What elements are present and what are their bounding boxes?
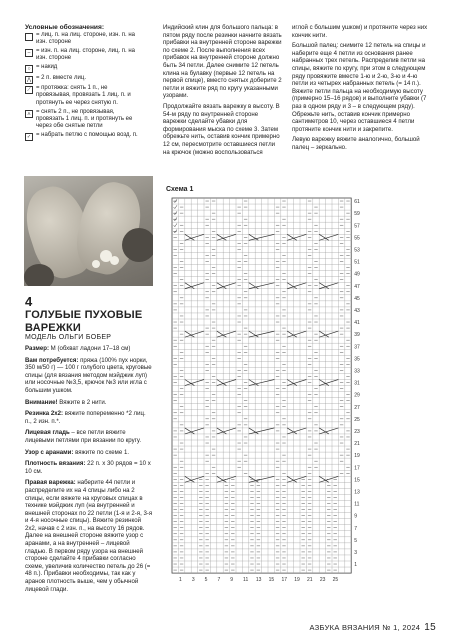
legend-item	[25, 48, 143, 63]
stitch-symbol-icon: ⟋	[25, 86, 33, 94]
paragraph-lead: Лицевая гладь	[25, 429, 70, 437]
instruction-paragraph: Продолжайте вязать варежку в высоту. В 54-м ряду по внутренней стороне варежки сделайте убавки для формирования мыска по схеме 3. Затем обрежьте нить, оставив кончик примерно 12 см, пересмотрите оставшиеся петли на крючок (можно воспользоваться	[163, 102, 280, 156]
chart-row-label: 19	[354, 453, 360, 460]
chart-row-label: 29	[354, 392, 360, 399]
chart-row-label: 33	[354, 368, 360, 375]
legend-text: = лиц. п. на лиц. стороне, изн. п. на изн. стороне	[36, 32, 135, 46]
chart-col-label: 5	[204, 577, 208, 584]
stitch-symbol-icon: –	[25, 49, 33, 57]
chart-row-label: 25	[354, 416, 360, 423]
chart-col-label: 3	[191, 577, 195, 584]
stitch-symbol-icon: ✓	[26, 133, 32, 140]
chart-row-label: 27	[354, 404, 360, 411]
instruction-paragraph: Индийский клин для большого пальца: в пятом ряду после резинки начните вязать прибавки на внутренней стороне варежки по схеме 2. После выполнения всех прибавок на внутренней стороне должно быть 34 петли. Далее снимите 12 петель клина на булавку (первые 12 петель на первой спице), вместо снятых доберите 2 петли и вяжите ряд по кругу указанными узорами.	[163, 24, 282, 100]
chart-col-label: 17	[281, 577, 288, 584]
chart-row-label: 13	[354, 489, 360, 496]
legend-item	[25, 64, 143, 73]
legend-list	[25, 32, 143, 141]
instructions-column-3	[292, 24, 432, 155]
chart-row-label: 51	[354, 259, 360, 266]
chart-col-label: 7	[217, 577, 221, 584]
chart-col-label: 1	[179, 577, 182, 584]
paragraph-text: 22 п. х 30 рядов = 10 х 10 см.	[25, 460, 151, 475]
chart-row-label: 43	[354, 308, 360, 315]
chart-row-label: 11	[354, 501, 360, 508]
legend-text: = изн. п. на лиц. стороне, лиц. п. на изн. стороне	[36, 48, 135, 62]
chart-row-label: 9	[354, 513, 357, 520]
chart-row-label: 35	[354, 356, 360, 363]
instruction-paragraph	[25, 399, 153, 407]
paragraph-text: вяжите по схеме 1.	[73, 448, 130, 456]
legend	[25, 24, 143, 142]
paragraph-lead: Правая варежка:	[25, 479, 76, 487]
chart-col-label: 25	[332, 577, 339, 584]
instruction-paragraph	[25, 345, 153, 353]
legend-heading: Условные обозначения:	[25, 24, 105, 31]
chart-row-label: 21	[354, 441, 360, 448]
stitch-symbol-icon	[25, 33, 33, 41]
instructions-column-2	[163, 24, 283, 159]
paragraph-lead: Внимание!	[25, 398, 58, 406]
chart-col-label: 11	[243, 577, 249, 584]
chart-row-label: 59	[354, 211, 360, 218]
page-number: 15	[424, 622, 436, 633]
chart-row-label: 5	[354, 537, 357, 544]
chart-col-label: 15	[268, 577, 275, 584]
paragraph-lead: Вам потребуется:	[25, 356, 79, 364]
knitting-chart	[164, 194, 384, 608]
stitch-symbol-icon: ⋏	[25, 110, 33, 118]
chart-row-label: 41	[354, 320, 360, 327]
paragraph-text: – все петли вяжите лицевыми петлями при вязании по кругу.	[25, 429, 142, 444]
stitch-symbol-icon: ⋀	[26, 76, 32, 83]
paragraph-lead: Плотность вязания:	[25, 460, 86, 468]
instruction-paragraph	[25, 460, 153, 475]
chart-row-label: 61	[354, 199, 360, 206]
pattern-number: 4	[25, 294, 33, 309]
chart-row-label: 3	[354, 550, 357, 557]
instruction-paragraph	[25, 357, 153, 395]
paragraph-lead: Размер:	[25, 345, 49, 352]
chart-col-label: 21	[307, 577, 313, 584]
instruction-paragraph	[25, 449, 153, 457]
legend-item	[25, 85, 143, 107]
legend-item	[25, 75, 143, 84]
chart-row-label: 55	[354, 235, 360, 242]
chart-row-label: 57	[354, 223, 360, 230]
chart-row-label: 45	[354, 295, 360, 302]
chart-row-label: 53	[354, 247, 360, 254]
chart-row-label: 49	[354, 271, 360, 278]
paragraph-text: Вяжите в 2 нити.	[57, 398, 107, 406]
chart-col-label: 23	[319, 577, 326, 584]
pattern-author: МОДЕЛЬ ОЛЬГИ БОБЕР	[25, 334, 112, 341]
legend-text: = протяжка: снять 1 п., не провязывая, провязать 1 лиц. п. и протянуть ее через снятую п.	[36, 85, 131, 106]
instructions-column-1	[25, 345, 153, 597]
legend-item	[25, 109, 143, 131]
chart-col-label: 19	[294, 577, 300, 584]
instruction-paragraph: иглой с большим ушком) и протяните через них кончик нити.	[292, 24, 428, 39]
legend-text: = набрать петлю с помощью возд. п.	[36, 131, 138, 138]
pattern-title: ГОЛУБЫЕ ПУХОВЫЕ ВАРЕЖКИ	[25, 309, 143, 334]
instruction-paragraph: Большой палец: снимите 12 петель на спицы и наберите еще 4 петли из основания ранее набранных трех петель. Распределив петли на спицы, вяжите по кругу, при этом в следующем ряду провяжите вместе 1-ю и 2-ю, 3-ю и 4-ю петли из четырех набранных петель (= 14 п.). Вяжите петли пальца на необходимую высоту (примерно 15–16 рядов) и выполните убавки (7 раз в одном ряду и 3 – в следующем ряду). Обрежьте нить, оставив кончик примерно сантиметров 10, через оставшиеся 4 петли протяните кончик нити и закрепите.	[292, 42, 427, 133]
legend-text: = накид	[36, 64, 58, 71]
chart-row-label: 15	[354, 477, 360, 484]
legend-item	[25, 132, 143, 141]
instruction-paragraph	[25, 429, 153, 444]
paragraph-lead: Резинка 2х2:	[25, 410, 64, 418]
legend-text: = 2 п. вместе лиц.	[36, 74, 86, 81]
paragraph-lead: Узор с аранами:	[25, 448, 74, 456]
stitch-symbol-icon: ○	[25, 65, 33, 73]
instruction-paragraph	[25, 410, 153, 425]
chart-col-label: 9	[230, 577, 234, 584]
chart-col-label: 13	[255, 577, 262, 584]
paragraph-text: пряжа (100% пух норки, 350 м/50 г) — 100 г голубого цвета, круговые спицы (для вязания методом мэйджик луп) или носочные №3,5, крючок №3 или игла с большим ушком.	[25, 356, 152, 394]
paragraph-text: наберите 44 петли и распределите их на 4 спицы либо на 2 спицы, если вяжете на круговых спицах в технике мэйджик луп (на внутренней и внешней сторонах по 22 петли (1-я и 2-я, 3-я и 4-я носочные спицы). Вяжите резинкой 2х2, начав с 2 изн. п., на высоту 16 рядов. Далее на внешней стороне вяжите узор с аранами, а на внутренней – лицевой гладью. В первом ряду узора на внешней стороне сделайте 4 прибавки согласно схеме, увеличив количество петель до 26 (= 48 п.). Прибавки необходимы, так как у аранов плотность выше, чем у обычной лицевой глади.	[25, 479, 153, 593]
paragraph-text: М (обхват ладони 17–18 см)	[48, 345, 131, 352]
mittens-photo	[24, 176, 153, 286]
chart-row-label: 17	[354, 465, 360, 472]
page-footer	[309, 622, 436, 633]
magazine-name: АЗБУКА ВЯЗАНИЯ № 1, 2024	[309, 623, 421, 632]
chart-row-label: 1	[354, 562, 357, 569]
chart-title: Схема 1	[166, 186, 194, 193]
chart-row-label: 31	[354, 380, 360, 387]
chart-row-label: 7	[354, 525, 357, 532]
chart-row-label: 23	[354, 429, 360, 436]
instruction-paragraph	[25, 479, 153, 593]
legend-item	[25, 32, 143, 47]
chart-row-label: 39	[354, 332, 360, 339]
legend-text: = снять 2 п., не провязывая, провязать 1 лиц. п. и протянуть ее через обе снятые петли	[36, 108, 133, 130]
chart-row-label: 37	[354, 344, 360, 351]
instruction-paragraph: Левую варежку вяжите аналогично, большой палец – зеркально.	[292, 136, 420, 151]
chart-row-label: 47	[354, 283, 360, 290]
paragraph-text: вяжите попеременно *2 лиц. п., 2 изн. п.*.	[25, 410, 146, 425]
